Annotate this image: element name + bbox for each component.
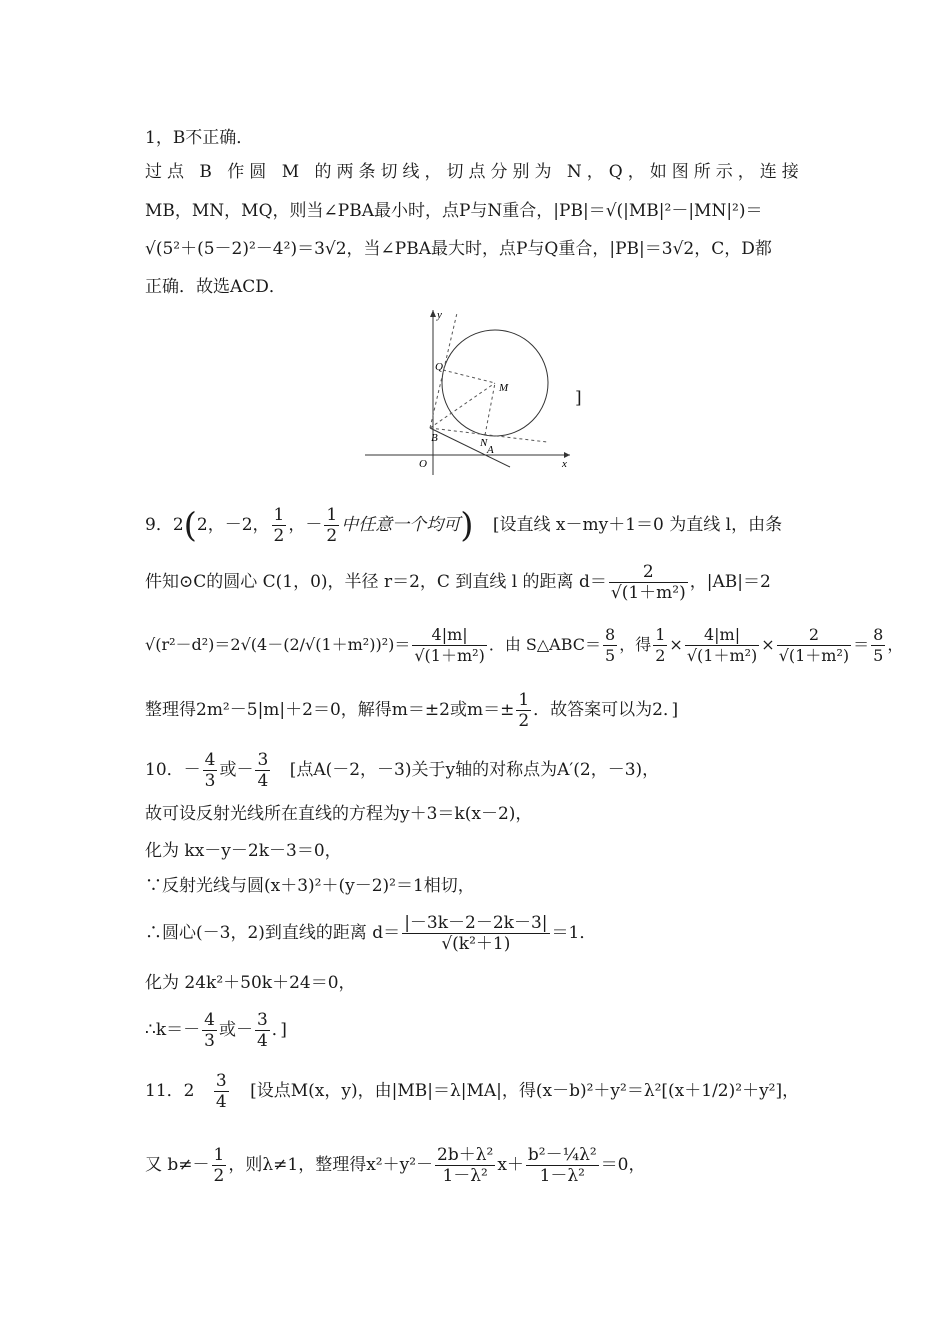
denominator: 1－λ² [435,1165,495,1186]
text-segment: ．故答案可以为2．] [533,700,679,720]
q10-result-line [145,1010,287,1051]
denominator: √(1＋m²) [414,646,485,665]
text-segment: ，得 [619,635,652,654]
fraction [412,625,486,666]
fraction [871,625,885,666]
q10-distance-line [145,913,596,954]
denominator: 2 [655,646,666,665]
text-segment: 整理得2m²－5|m|＋2＝0，解得m＝±2或m＝± [145,700,515,720]
fraction [653,625,667,666]
label-x: x [562,458,567,470]
separator: ，－ [288,515,323,535]
fraction [203,750,218,791]
numerator: 1 [655,625,666,644]
text-line [145,200,763,222]
text-line: 化为 24k²＋50k＋24＝0， [145,973,356,993]
denominator: 4 [215,1092,227,1112]
numerator: 1 [273,505,285,525]
text-segment: 件知⊙C的圆心 C(1，0)，半径 r＝2，C 到直线 l 的距离 d＝ [145,572,607,592]
formula: √(|MB|²－|MN|²)＝ [605,201,763,221]
q9-values: 2，－2， [196,515,270,535]
numerator: 2b＋λ² [437,1145,494,1165]
denominator: 2 [326,526,338,546]
numerator: 4|m| [431,625,468,644]
text-segment: ＝1． [551,923,597,943]
denominator: √(1＋m²) [686,646,758,665]
numerator: 1 [213,1145,225,1165]
fraction [214,1071,229,1112]
fraction [777,625,851,666]
denominator: √(1＋m²) [610,583,686,603]
numerator: 4 [204,1010,215,1030]
numerator: 3 [215,1071,227,1091]
text-line: √(5²＋(5－2)²－4²)＝3√2，当∠PBA最大时，点P与Q重合，|PB|＝3√2，C，D都 [145,239,772,259]
text-segment: ，|AB|＝2 [689,572,771,592]
q11-number: 11．2 [145,1081,195,1101]
label-q: Q [435,361,443,373]
text-segment: MB，MN，MQ，则当∠PBA最小时，点P与N重合，|PB|＝ [145,201,606,221]
label-y: y [437,309,442,321]
numerator: |－3k－2－2k－3| [404,913,548,933]
y-arrow [430,310,436,317]
or: 或－ [219,760,254,780]
fraction [526,1145,599,1186]
fraction [402,913,549,954]
denominator: √(1＋m²) [778,646,850,665]
fraction [324,505,339,546]
numerator: 2 [642,562,654,582]
denominator: 4 [257,771,269,791]
fraction [202,1010,217,1051]
bracket: ] [575,388,582,408]
denominator: 3 [204,771,216,791]
label-n: N [480,437,488,449]
q9-line-2 [145,562,771,603]
fraction [255,750,270,791]
fraction [272,505,287,546]
numerator: 8 [873,625,884,644]
note: 中任意一个均可 [341,515,461,534]
segment-mq [443,370,495,383]
label-o: O [419,458,427,470]
q9-explanation: [设直线 x－my＋1＝0 为直线 l，由条 [492,515,783,535]
numerator: 8 [605,625,616,644]
q10-explanation: [点A(－2，－3)关于y轴的对称点为A′(2，－3)， [289,760,660,780]
segment-mb [430,383,495,428]
denominator: 5 [873,646,884,665]
numerator: b²－¼λ² [527,1145,597,1165]
denominator: 2 [213,1166,225,1186]
paren-open: ( [183,505,197,546]
text-line: 正确．故选ACD． [145,277,286,297]
tangent-bn [430,428,547,442]
q9-line-4 [145,690,678,731]
label-a: A [487,444,494,456]
formula: √(r²－d²)＝2√(4－(2/√(1＋m²))²)＝ [145,635,411,654]
fraction [435,1145,495,1186]
paren-close: ) [460,505,474,546]
denominator: 4 [256,1031,268,1051]
text-segment: ，则λ≠1，整理得x²＋y²－ [228,1155,434,1175]
q9-line-1 [145,505,782,546]
q10-number: 10．－ [145,760,201,780]
denominator: 3 [204,1031,215,1051]
denominator: √(k²＋1) [402,933,549,954]
text-segment: x＋ [497,1155,524,1175]
fraction [255,1010,270,1051]
text-segment: ∴k＝－ [145,1020,201,1040]
numerator: 4|m| [703,625,741,644]
text-segment: ．] [271,1020,287,1040]
text-line: ∵反射光线与圆(x＋3)²＋(y－2)²＝1相切， [145,876,475,896]
denominator: 2 [273,526,285,546]
text-line: 化为 kx－y－2k－3＝0， [145,841,342,861]
fraction [603,625,617,666]
text-segment: 或－ [218,1020,253,1040]
q11-line-1 [145,1071,799,1112]
text-segment: ．由 S△ABC＝ [488,635,602,654]
segment-mn [485,383,495,435]
text-line: 1，B不正确． [145,128,254,148]
denominator: 1－λ² [526,1165,599,1186]
numerator: 3 [257,750,269,770]
numerator: 1 [518,690,530,710]
denominator: 2 [518,711,530,731]
text-segment: 又 b≠－ [145,1155,210,1175]
geometry-figure [365,305,575,475]
q11-explanation: [设点M(x，y)，由|MB|＝λ|MA|，得(x－b)²＋y²＝λ²[(x＋1/2)²＋y²]， [250,1081,800,1101]
text-line: 故可设反射光线所在直线的方程为y＋3＝k(x－2)， [145,804,533,824]
label-b: B [431,432,438,444]
numerator: 3 [256,1010,268,1030]
numerator: 2 [808,625,819,644]
q11-line-2 [145,1140,646,1190]
q9-number: 9．2 [145,515,184,535]
label-m: M [499,382,509,394]
q10-line-1 [145,750,659,791]
numerator: 1 [326,505,338,525]
fraction [516,690,531,731]
q9-line-3 [145,625,903,666]
equals: ＝ [853,635,870,654]
times: × [669,635,683,654]
text-segment: ＝0， [600,1155,646,1175]
fraction [609,562,688,603]
denominator: 5 [605,646,616,665]
line-through-b [430,428,510,467]
comma: ， [887,635,904,654]
text-segment: ∴圆心(－3，2)到直线的距离 d＝ [145,923,401,943]
times: × [761,635,775,654]
numerator: 4 [204,750,216,770]
text-line: 过点 B 作圆 M 的两条切线，切点分别为 N，Q，如图所示，连接 [145,162,804,182]
fraction [212,1145,227,1186]
fraction [685,625,759,666]
